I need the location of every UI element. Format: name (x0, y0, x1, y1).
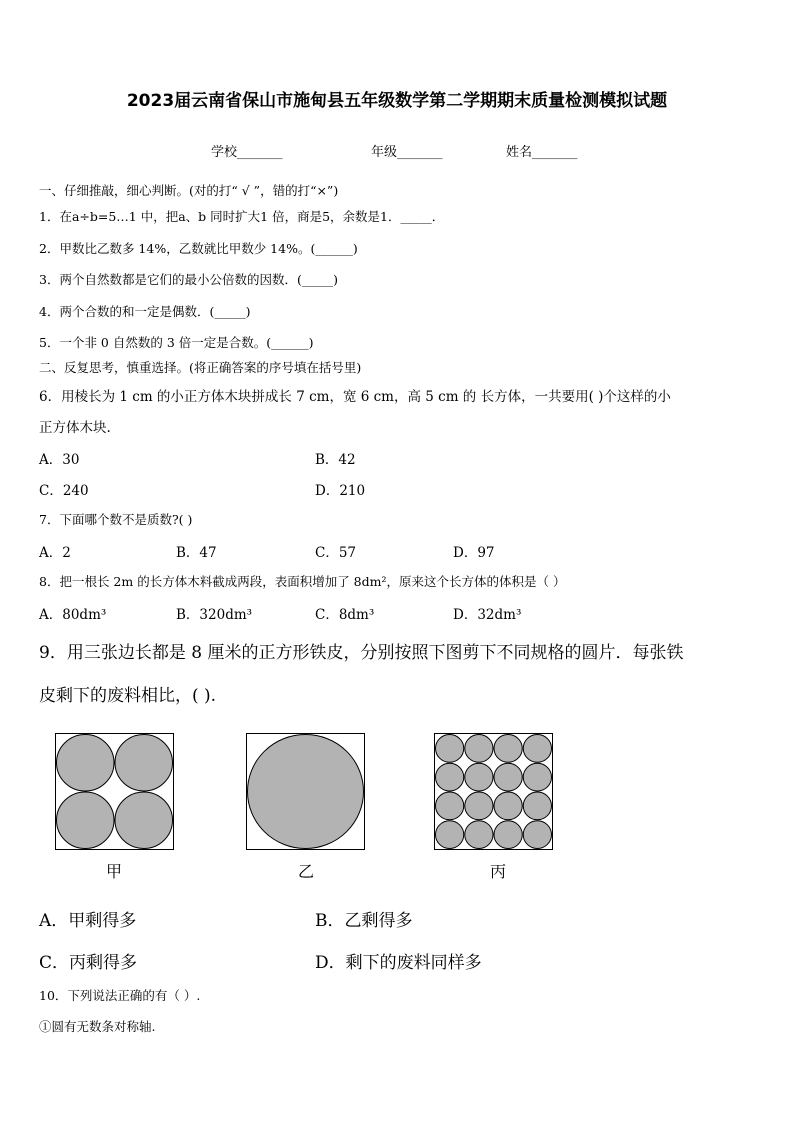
figure-label-yi: 乙 (297, 862, 314, 881)
cut-circle (248, 735, 364, 849)
question-2: 2．甲数比乙数多 14%，乙数就比甲数少 14%。(______) (39, 241, 358, 256)
figure-bing-square (434, 733, 553, 850)
question-8: 8．把一根长 2m 的长方体木料截成两段，表面积增加了 8dm²，原来这个长方体的体积是（ ） (39, 574, 566, 589)
section2-heading: 二、反复思考，慎重选择。(将正确答案的序号填在括号里) (39, 360, 362, 375)
q7-option-b: B．47 (176, 545, 217, 561)
q7-option-d: D．97 (453, 545, 495, 561)
q8-option-c: C．8dm³ (315, 607, 375, 623)
cut-circle (494, 735, 522, 763)
name-field: 姓名_______ (506, 145, 578, 160)
cut-circle (57, 792, 115, 849)
cut-circle (465, 792, 493, 820)
grade-field: 年级_______ (371, 145, 443, 160)
figure-jia-square (55, 733, 174, 850)
q7-option-c: C．57 (315, 545, 357, 561)
cut-circle (115, 792, 173, 849)
cut-circle (494, 763, 522, 791)
question-5: 5．一个非 0 自然数的 3 倍一定是合数。(______) (39, 335, 314, 350)
cut-circle (436, 735, 464, 763)
cut-circle (436, 792, 464, 820)
q6-option-d: D．210 (315, 483, 366, 499)
cut-circle (523, 763, 551, 791)
q9-option-a: A．甲剩得多 (39, 911, 137, 931)
cut-circle (436, 821, 464, 849)
q8-option-a: A．80dm³ (39, 607, 107, 623)
section1-heading: 一、仔细推敲，细心判断。(对的打“ √ ”，错的打“×”) (39, 183, 339, 198)
q8-option-b: B．320dm³ (176, 607, 253, 623)
question-6-line2: 正方体木块. (39, 420, 111, 436)
question-9-line1: 9．用三张边长都是 8 厘米的正方形铁皮，分别按照下图剪下不同规格的圆片．每张铁 (39, 643, 684, 663)
figure-yi-square (246, 733, 365, 850)
q6-option-a: A．30 (39, 452, 80, 468)
cut-circle (494, 821, 522, 849)
question-10: 10．下列说法正确的有（ ）. (39, 988, 201, 1003)
q9-option-d: D．剩下的废料同样多 (315, 953, 482, 973)
cut-circle (436, 763, 464, 791)
question-4: 4．两个合数的和一定是偶数．(_____) (39, 304, 251, 319)
q10-item-1: ①圆有无数条对称轴. (39, 1019, 156, 1034)
cut-circle (523, 735, 551, 763)
cut-circle (523, 821, 551, 849)
figure-label-bing: 丙 (489, 862, 506, 881)
cut-circle (465, 735, 493, 763)
question-1: 1．在a÷b=5…1 中，把a、b 同时扩大1 倍，商是5，余数是1．_____． (39, 209, 445, 224)
cut-circle (494, 792, 522, 820)
question-3: 3．两个自然数都是它们的最小公倍数的因数．(_____) (39, 272, 338, 287)
question-6-line1: 6．用棱长为 1 cm 的小正方体木块拼成长 7 cm，宽 6 cm，高 5 cm 的 长方体，一共要用( )个这样的小 (39, 389, 671, 405)
q9-option-b: B．乙剩得多 (315, 911, 413, 931)
cut-circle (465, 821, 493, 849)
question-9-line2: 皮剩下的废料相比，( ). (39, 686, 217, 706)
figure-label-jia: 甲 (105, 862, 122, 881)
cut-circle (57, 735, 115, 792)
cut-circle (523, 792, 551, 820)
page-title: 2023届云南省保山市施甸县五年级数学第二学期期末质量检测模拟试题 (126, 91, 668, 111)
q9-option-c: C．丙剩得多 (39, 953, 138, 973)
q8-option-d: D．32dm³ (453, 607, 522, 623)
school-field: 学校_______ (211, 145, 283, 160)
question-7: 7．下面哪个数不是质数?( ) (39, 512, 193, 527)
cut-circle (465, 763, 493, 791)
q6-option-c: C．240 (39, 483, 89, 499)
q7-option-a: A．2 (39, 545, 71, 561)
q6-option-b: B．42 (315, 452, 356, 468)
cut-circle (115, 735, 173, 792)
